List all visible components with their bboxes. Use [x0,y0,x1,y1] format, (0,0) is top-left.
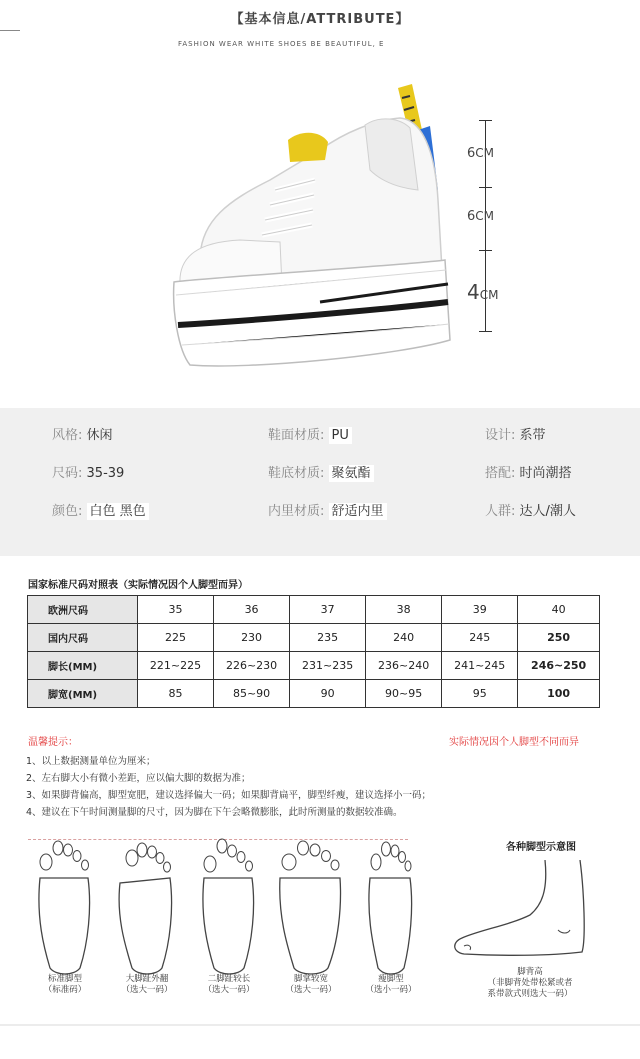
table-cell: 40 [518,596,600,624]
dimension-tick [479,120,492,121]
attribute-style: 风格: 休闲 [52,428,113,443]
attribute-lining-material: 内里材质: 舒适内里 [268,500,387,519]
foot-outline-bunion [112,838,182,978]
attribute-size: 尺码: 35-39 [52,466,125,481]
table-cell: 85~90 [214,680,290,708]
foot-caption-long-second-toe: 二脚趾较长 （选大一码） [203,974,255,995]
table-cell: 39 [442,596,518,624]
attribute-audience: 人群: 达人/潮人 [485,504,576,519]
table-cell: 245 [442,624,518,652]
table-cell: 35 [138,596,214,624]
table-cell: 241~245 [442,652,518,680]
table-cell: 221~225 [138,652,214,680]
table-cell: 231~235 [290,652,366,680]
dimension-label-middle: 6CM [467,209,495,224]
row-header: 国内尺码 [28,624,138,652]
foot-caption-high-instep: 脚背高 （非脚背处带松紧或者 系带款式则选大一码） [487,967,573,999]
table-row [28,652,600,680]
foot-caption-standard: 标准脚型 （标准码） [43,974,87,995]
attribute-sole-material: 鞋底材质: 聚氨酯 [268,462,374,481]
table-cell: 230 [214,624,290,652]
table-row [28,624,600,652]
size-table [27,595,600,708]
foot-outline-slim [356,838,426,978]
table-cell: 36 [214,596,290,624]
foot-caption-slim: 瘦脚型 （选小一码） [365,974,417,995]
table-cell: 226~230 [214,652,290,680]
tip-item: 2、左右脚大小有微小差距，应以偏大脚的数据为准； [26,773,251,784]
foot-side-view [450,860,590,960]
table-cell: 85 [138,680,214,708]
header-rule [0,30,20,31]
table-cell: 100 [518,680,600,708]
dimension-label-platform: 4CM [467,280,499,304]
attribute-panel [0,408,640,556]
foot-outline-standard [30,838,100,978]
table-cell: 236~240 [366,652,442,680]
bottom-divider [0,1024,640,1026]
table-cell: 225 [138,624,214,652]
table-cell: 90~95 [366,680,442,708]
table-row [28,680,600,708]
foot-outline-wide [276,838,346,978]
tips-title: 温馨提示： [28,737,78,748]
table-cell: 90 [290,680,366,708]
tip-item: 1、以上数据测量单位为厘米； [26,756,156,767]
dimension-label-upper: 6CM [467,146,495,161]
table-row [28,596,600,624]
tips-note: 实际情况因个人脚型不同而异 [449,737,579,748]
row-header: 欧洲尺码 [28,596,138,624]
foot-outline-long-second-toe [194,838,264,978]
dimension-tick [479,250,492,251]
table-cell: 240 [366,624,442,652]
foot-caption-wide: 脚掌较宽 （选大一码） [285,974,337,995]
table-cell: 246~250 [518,652,600,680]
row-header: 脚宽(MM) [28,680,138,708]
table-cell: 38 [366,596,442,624]
dimension-tick [479,331,492,332]
tip-item: 4、建议在下午时间测量脚的尺寸，因为脚在下午会略微膨胀，此时所测量的数据较准确。 [26,807,403,818]
attribute-upper-material: 鞋面材质: PU [268,424,352,443]
table-cell: 250 [518,624,600,652]
attribute-design: 设计: 系带 [485,428,546,443]
row-header: 脚长(MM) [28,652,138,680]
attribute-pairing: 搭配: 时尚潮搭 [485,466,572,481]
section-subtitle: FASHION WEAR WHITE SHOES BE BEAUTIFUL, E [178,40,385,48]
size-table-title: 国家标准尺码对照表（实际情况因个人脚型而异） [28,580,248,591]
table-cell: 37 [290,596,366,624]
foot-caption-bunion: 大脚趾外翻 （选大一码） [121,974,173,995]
table-cell: 235 [290,624,366,652]
tip-item: 3、如果脚背偏高，脚型宽肥，建议选择偏大一码；如果脚背扁平，脚型纤瘦，建议选择小一码； [26,790,432,801]
foot-types-title: 各种脚型示意图 [506,842,576,853]
attribute-color: 颜色: 白色 黑色 [52,500,149,519]
section-title: 【基本信息/ATTRIBUTE】 [230,12,410,27]
table-cell: 95 [442,680,518,708]
dimension-tick [479,187,492,188]
shoe-illustration [160,70,460,390]
